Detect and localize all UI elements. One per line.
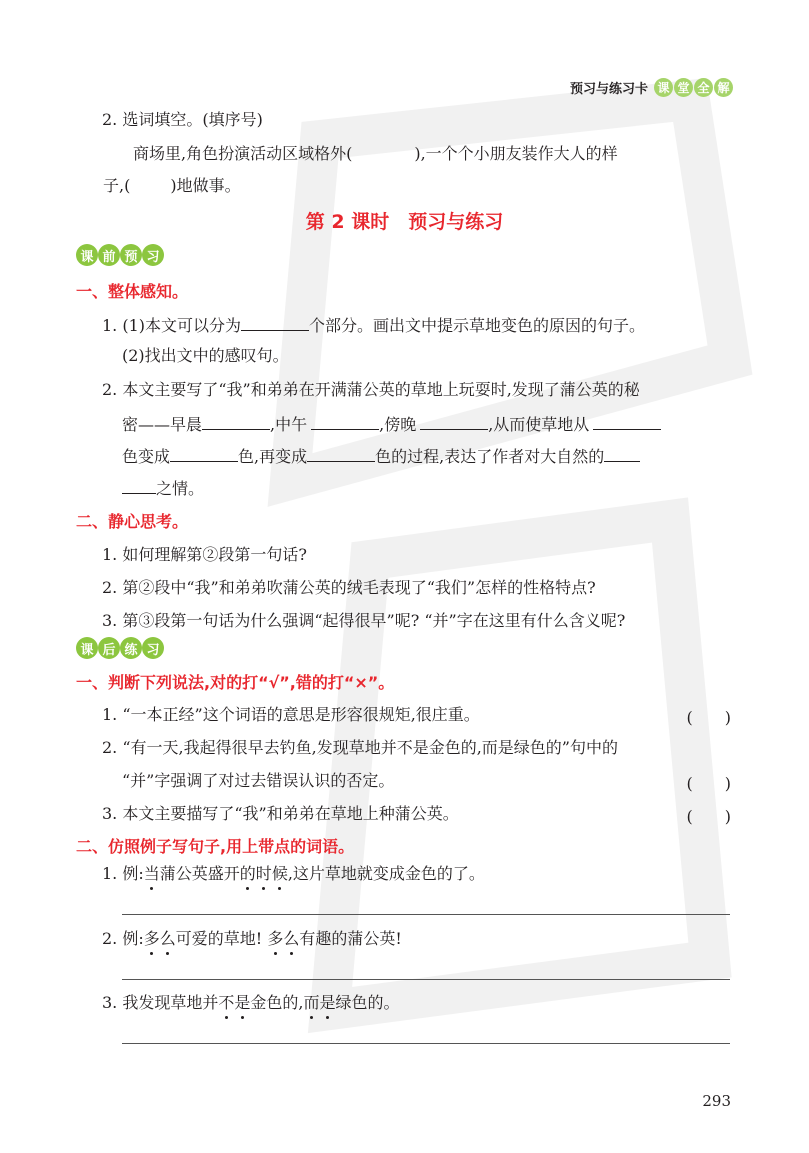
dotted-char: 当 bbox=[143, 864, 160, 883]
answer-paren[interactable]: ( ) bbox=[686, 708, 731, 727]
text: 色的过程,表达了作者对大自然的 bbox=[375, 447, 605, 466]
badge-char: 前 bbox=[98, 244, 120, 266]
answer-blank[interactable] bbox=[307, 445, 375, 462]
answer-blank[interactable] bbox=[122, 477, 156, 494]
badge-char: 全 bbox=[694, 78, 713, 97]
text: ,中午 bbox=[270, 415, 308, 434]
answer-paren[interactable]: ( ) bbox=[686, 807, 731, 826]
text: 有趣的蒲公英! bbox=[299, 929, 402, 948]
answer-blank[interactable] bbox=[593, 413, 661, 430]
page-number: 293 bbox=[702, 1092, 731, 1110]
example-sentence-2 bbox=[102, 929, 402, 949]
text: ,傍晚 bbox=[379, 415, 417, 434]
question-2-line2 bbox=[122, 413, 661, 435]
answer-line[interactable] bbox=[122, 914, 730, 915]
badge-char: 解 bbox=[714, 78, 733, 97]
badge-char: 练 bbox=[120, 637, 142, 659]
badge-char: 课 bbox=[76, 637, 98, 659]
text: 绿色的。 bbox=[335, 993, 400, 1012]
text: 可爱的草地! bbox=[175, 929, 268, 948]
judge-question-3: 3. 本文主要描写了“我”和弟弟在草地上种蒲公英。 bbox=[102, 804, 459, 823]
dotted-char: 么 bbox=[283, 929, 300, 948]
judge-question-2-line2: “并”字强调了对过去错误认识的否定。 bbox=[122, 771, 395, 790]
answer-line[interactable] bbox=[122, 979, 730, 980]
text: 1. (1)本文可以分为 bbox=[102, 316, 242, 335]
text: 1. 例: bbox=[102, 864, 144, 883]
text: )地做事。 bbox=[170, 176, 241, 195]
dotted-char: 多 bbox=[267, 929, 284, 948]
text: 色变成 bbox=[122, 447, 171, 466]
text: ,从而使草地从 bbox=[488, 415, 590, 434]
section-heading: 二、仿照例子写句子,用上带点的词语。 bbox=[76, 837, 355, 856]
text: 色,再变成 bbox=[238, 447, 308, 466]
preview-badge bbox=[76, 244, 164, 266]
dotted-char: 候 bbox=[271, 864, 288, 883]
section-heading: 一、判断下列说法,对的打“√”,错的打“×”。 bbox=[76, 673, 395, 692]
badge-char: 后 bbox=[98, 637, 120, 659]
question-2-line3 bbox=[122, 445, 640, 467]
text: 3. 我发现草地并 bbox=[102, 993, 219, 1012]
text: ),一个个小朋友装作大人的样 bbox=[414, 144, 618, 163]
question-2-line4 bbox=[122, 477, 204, 499]
answer-line[interactable] bbox=[122, 1043, 730, 1044]
dotted-char: 而 bbox=[303, 993, 320, 1012]
page-header bbox=[570, 78, 733, 97]
section-heading: 一、整体感知。 bbox=[76, 282, 189, 301]
dotted-char: 是 bbox=[319, 993, 336, 1012]
header-badge bbox=[654, 78, 733, 97]
example-sentence-3 bbox=[102, 993, 400, 1013]
question-2-title: 2. 选词填空。(填序号) bbox=[102, 110, 263, 129]
answer-blank[interactable] bbox=[311, 413, 379, 430]
text: 2. 例: bbox=[102, 929, 144, 948]
dotted-char: 么 bbox=[159, 929, 176, 948]
badge-char: 课 bbox=[654, 78, 673, 97]
judge-question-1: 1. “一本正经”这个词语的意思是形容很规矩,很庄重。 bbox=[102, 705, 480, 724]
badge-char: 习 bbox=[142, 244, 164, 266]
question-2-line1: 2. 本文主要写了“我”和弟弟在开满蒲公英的草地上玩耍时,发现了蒲公英的秘 bbox=[102, 380, 640, 399]
badge-char: 预 bbox=[120, 244, 142, 266]
thinking-question: 3. 第③段第一句话为什么强调“起得很早”呢? “并”字在这里有什么含义呢? bbox=[102, 611, 626, 630]
answer-blank[interactable] bbox=[202, 413, 270, 430]
answer-blank[interactable] bbox=[604, 445, 640, 462]
dotted-char: 不 bbox=[218, 993, 235, 1012]
answer-blank[interactable] bbox=[241, 314, 309, 331]
text: 之情。 bbox=[156, 479, 205, 498]
text: 个部分。画出文中提示草地变色的原因的句子。 bbox=[309, 316, 646, 335]
text: ,这片草地就变成金色的了。 bbox=[287, 864, 485, 883]
badge-char: 堂 bbox=[674, 78, 693, 97]
lesson-title: 第 2 课时 预习与练习 bbox=[305, 211, 504, 233]
question-1-2: (2)找出文中的感叹句。 bbox=[122, 346, 289, 365]
answer-blank[interactable] bbox=[420, 413, 488, 430]
thinking-question: 2. 第②段中“我”和弟弟吹蒲公英的绒毛表现了“我们”怎样的性格特点? bbox=[102, 578, 596, 597]
question-2-line2 bbox=[103, 176, 241, 196]
text: 金色的, bbox=[250, 993, 304, 1012]
answer-blank[interactable] bbox=[170, 445, 238, 462]
text: 商场里,角色扮演活动区域格外( bbox=[133, 144, 353, 163]
judge-question-2-line1: 2. “有一天,我起得很早去钓鱼,发现草地并不是金色的,而是绿色的”句中的 bbox=[102, 738, 618, 757]
text: 蒲公英盛开 bbox=[159, 864, 240, 883]
text: 密——早晨 bbox=[122, 415, 203, 434]
dotted-char: 多 bbox=[143, 929, 160, 948]
dotted-char: 的 bbox=[239, 864, 256, 883]
answer-paren[interactable]: ( ) bbox=[686, 774, 731, 793]
dotted-char: 是 bbox=[234, 993, 251, 1012]
example-sentence-1 bbox=[102, 864, 485, 884]
badge-char: 课 bbox=[76, 244, 98, 266]
text: 子,( bbox=[103, 176, 131, 195]
dotted-char: 时 bbox=[255, 864, 272, 883]
question-2-line1 bbox=[133, 144, 618, 164]
section-heading: 二、静心思考。 bbox=[76, 512, 189, 531]
header-label: 预习与练习卡 bbox=[569, 82, 648, 97]
badge-char: 习 bbox=[142, 637, 164, 659]
practice-badge bbox=[76, 637, 164, 659]
question-1-1 bbox=[102, 314, 645, 336]
thinking-question: 1. 如何理解第②段第一句话? bbox=[102, 545, 307, 564]
